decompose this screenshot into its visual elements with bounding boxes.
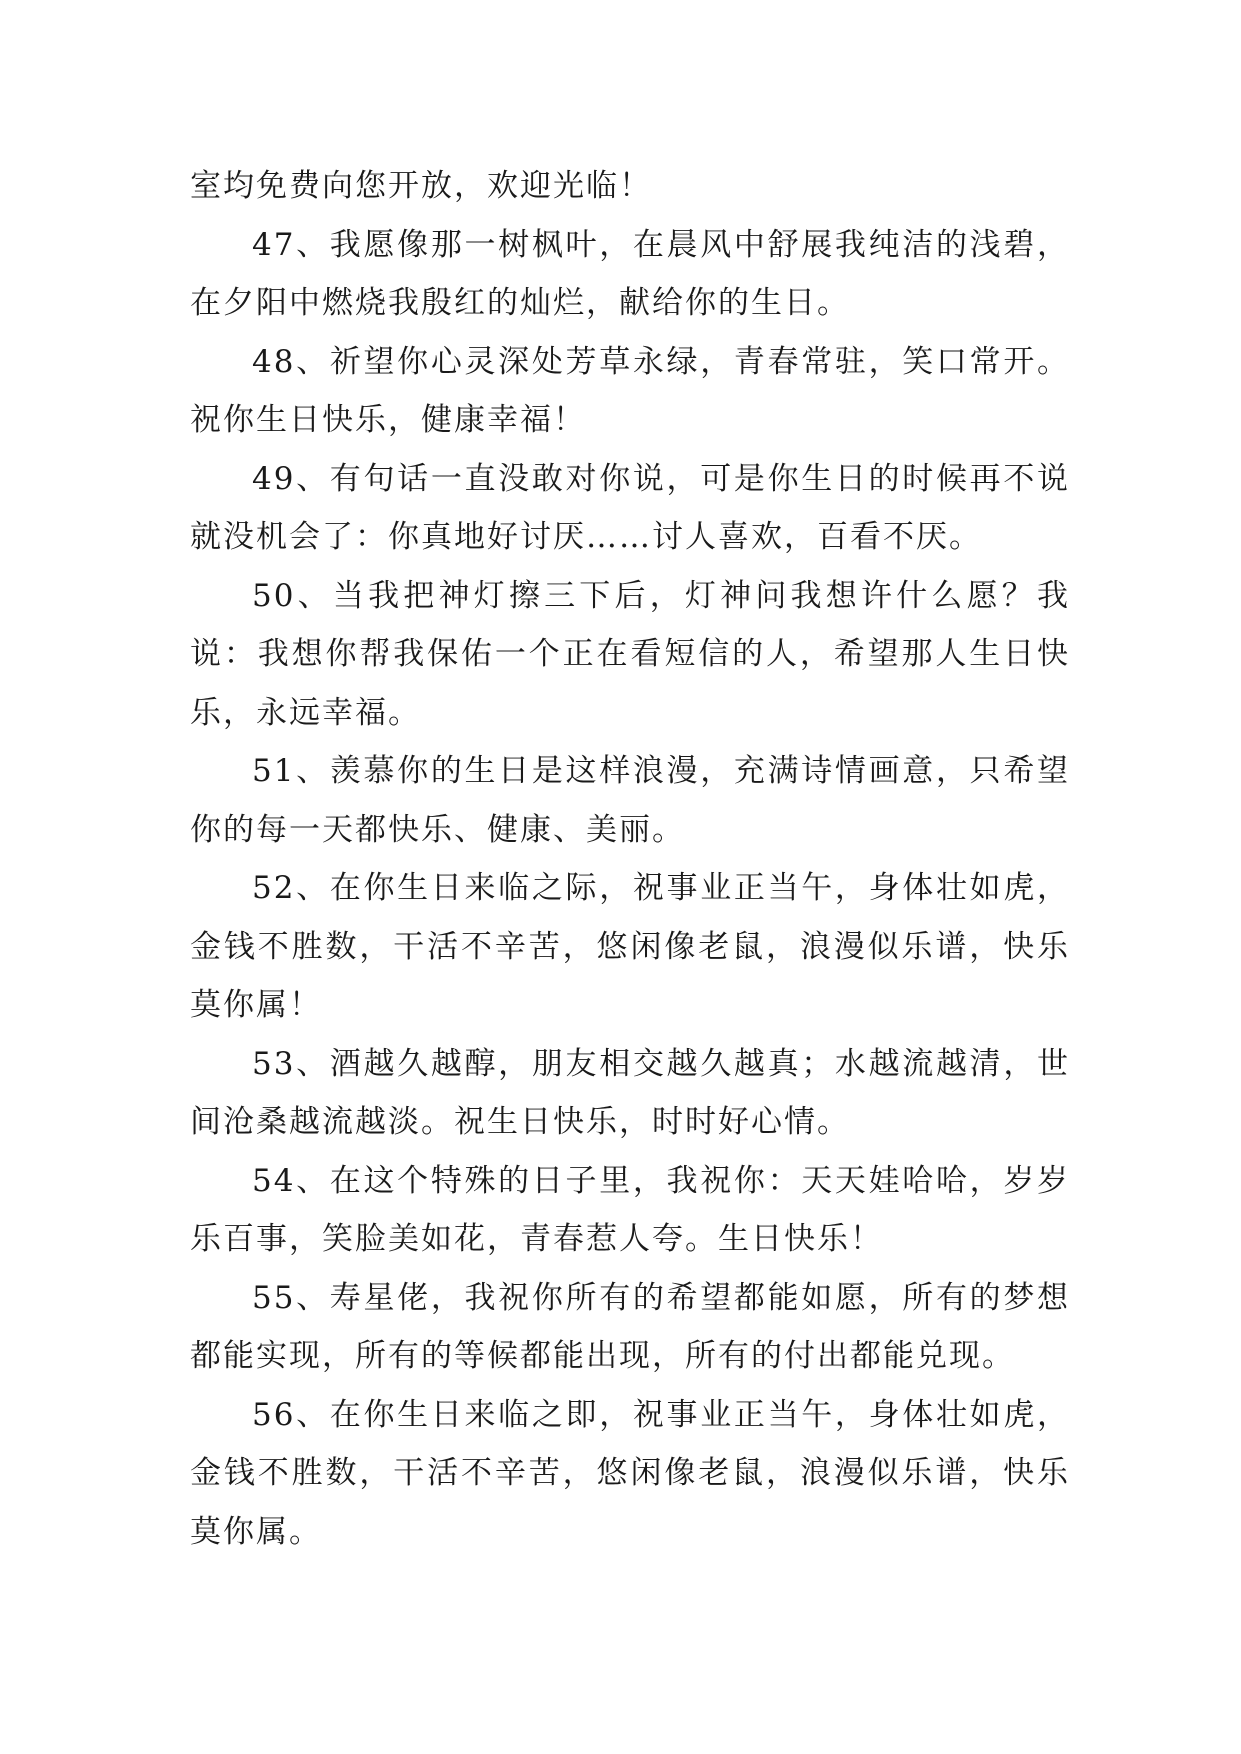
paragraph-53: 53、酒越久越醇，朋友相交越久越真；水越流越清，世间沧桑越流越淡。祝生日快乐，时时好心情。: [190, 1045, 1070, 1140]
paragraph-56: 56、在你生日来临之即，祝事业正当午，身体壮如虎，金钱不胜数，干活不辛苦，悠闲像老鼠，浪漫似乐谱，快乐莫你属。: [190, 1396, 1070, 1550]
paragraph-51: 51、羡慕你的生日是这样浪漫，充满诗情画意，只希望你的每一天都快乐、健康、美丽。: [190, 753, 1070, 848]
paragraph-55: 55、寿星佬，我祝你所有的希望都能如愿，所有的梦想都能实现，所有的等候都能出现，所有的付出都能兑现。: [190, 1279, 1070, 1374]
paragraph-50: 50、当我把神灯擦三下后，灯神问我想许什么愿？我说：我想你帮我保佑一个正在看短信的人，希望那人生日快乐，永远幸福。: [190, 577, 1070, 731]
paragraph-continuation: 室均免费向您开放，欢迎光临！: [190, 168, 652, 204]
paragraph-52: 52、在你生日来临之际，祝事业正当午，身体壮如虎，金钱不胜数，干活不辛苦，悠闲像老鼠，浪漫似乐谱，快乐莫你属！: [190, 870, 1070, 1023]
paragraph-47: 47、我愿像那一树枫叶，在晨风中舒展我纯洁的浅碧，在夕阳中燃烧我殷红的灿烂，献给你的生日。: [190, 226, 1070, 321]
paragraph-48: 48、祈望你心灵深处芳草永绿，青春常驻，笑口常开。祝你生日快乐，健康幸福！: [190, 343, 1070, 438]
paragraph-54: 54、在这个特殊的日子里，我祝你：天天娃哈哈，岁岁乐百事，笑脸美如花，青春惹人夸。生日快乐！: [190, 1162, 1070, 1257]
document-body: [190, 157, 1070, 1561]
paragraph-49: 49、有句话一直没敢对你说，可是你生日的时候再不说就没机会了：你真地好讨厌……讨人喜欢，百看不厌。: [190, 460, 1070, 555]
